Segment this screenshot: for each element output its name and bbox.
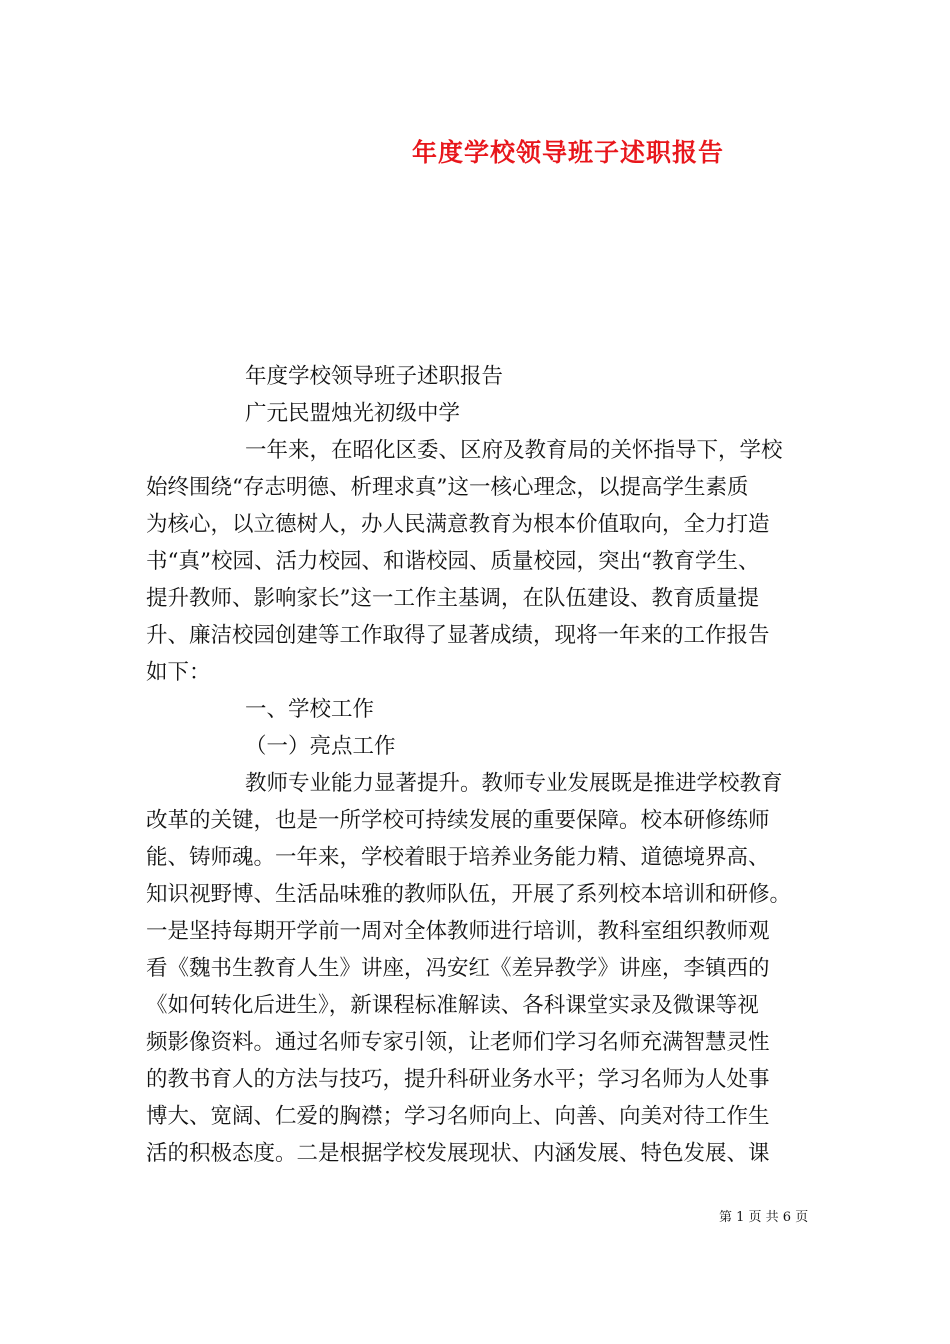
- body-line: 如下：: [146, 660, 211, 685]
- body-line: 博大、宽阔、仁爱的胸襟；学习名师向上、向善、向美对待工作生: [146, 1104, 770, 1129]
- body-line: 活的积极态度。二是根据学校发展现状、内涵发展、特色发展、课: [146, 1141, 770, 1166]
- body-line: 看《魏书生教育人生》讲座，冯安红《差异教学》讲座，李镇西的: [146, 956, 770, 981]
- body-line: 提升教师、影响家长”这一工作主基调，在队伍建设、教育质量提: [146, 586, 759, 611]
- document-title: 年度学校领导班子述职报告: [412, 138, 725, 167]
- page-number: 第 1 页 共 6 页: [719, 1210, 809, 1225]
- subsection-heading: （一）亮点工作: [245, 734, 396, 759]
- body-line: 知识视野博、生活品味雅的教师队伍，开展了系列校本培训和研修。: [146, 882, 792, 907]
- body-line: 广元民盟烛光初级中学: [245, 401, 461, 426]
- body-line: 一是坚持每期开学前一周对全体教师进行培训，教科室组织教师观: [146, 919, 770, 944]
- body-line: 能、铸师魂。一年来，学校着眼于培养业务能力精、道德境界高、: [146, 845, 770, 870]
- body-line: 升、廉洁校园创建等工作取得了显著成绩，现将一年来的工作报告: [146, 623, 770, 648]
- body-line: 频影像资料。通过名师专家引领，让老师们学习名师充满智慧灵性: [146, 1030, 770, 1055]
- section-heading: 一、学校工作: [245, 697, 375, 722]
- body-line: 教师专业能力显著提升。教师专业发展既是推进学校教育: [245, 771, 783, 796]
- body-line: 改革的关键，也是一所学校可持续发展的重要保障。校本研修练师: [146, 808, 770, 833]
- body-line: 为核心，以立德树人，办人民满意教育为根本价值取向，全力打造: [146, 512, 770, 537]
- body-line: 《如何转化后进生》，新课程标准解读、各科课堂实录及微课等视: [146, 993, 759, 1018]
- body-line: 书“真”校园、活力校园、和谐校园、质量校园，突出“教育学生、: [146, 549, 760, 574]
- body-line: 始终围绕“存志明德、析理求真”这一核心理念，以提高学生素质: [146, 475, 749, 500]
- body-line: 的教书育人的方法与技巧，提升科研业务水平；学习名师为人处事: [146, 1067, 770, 1092]
- body-line: 年度学校领导班子述职报告: [245, 364, 504, 389]
- body-line: 一年来，在昭化区委、区府及教育局的关怀指导下，学校: [245, 438, 783, 463]
